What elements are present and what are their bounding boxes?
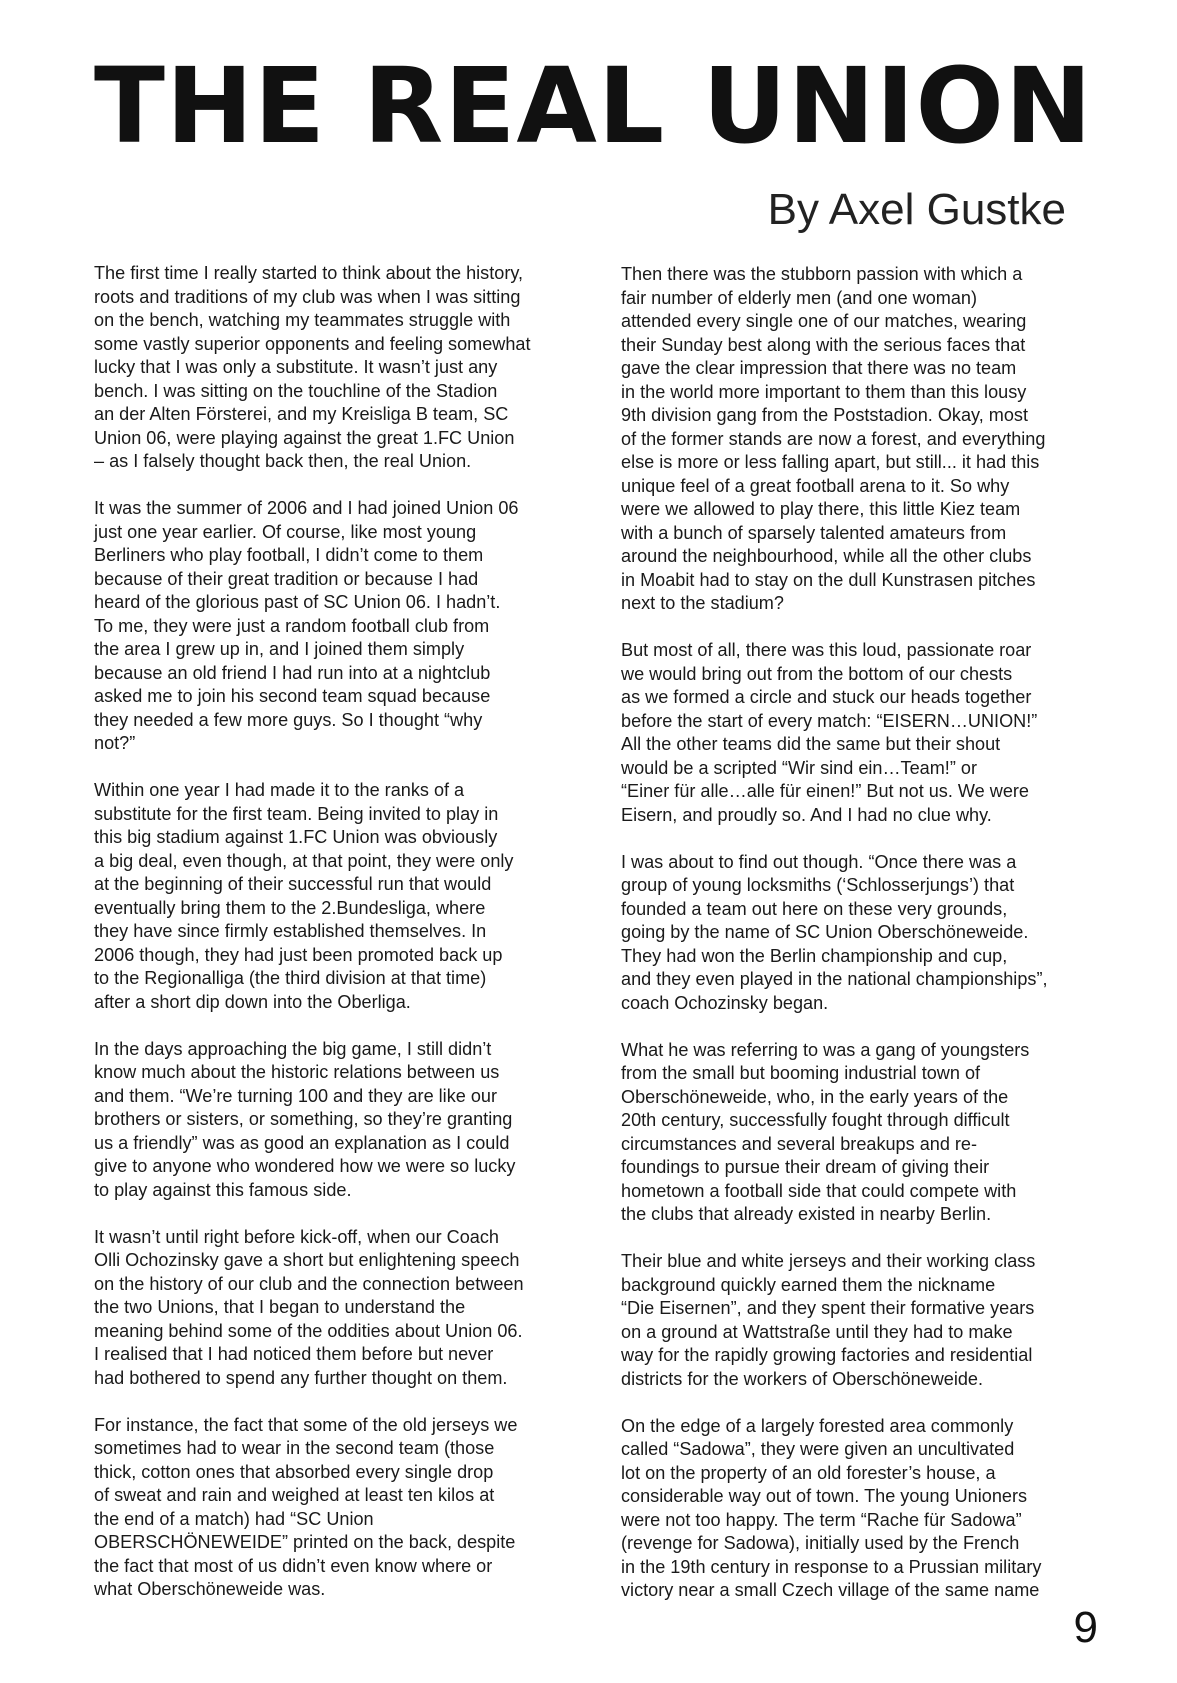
text-line: Oberschöneweide, who, in the early years of the: [621, 1086, 1009, 1107]
paragraph: [94, 779, 574, 1014]
text-line: lot on the property of an old forester’s house, a: [621, 1462, 996, 1483]
left-column: [94, 262, 574, 1625]
text-line: had bothered to spend any further thought on them.: [94, 1367, 508, 1388]
text-line: districts for the workers of Oberschöneweide.: [621, 1368, 984, 1389]
text-line: they have since firmly established themselves. In: [94, 921, 487, 941]
text-line: Their blue and white jerseys and their working class: [621, 1251, 1036, 1271]
text-line: just one year earlier. Of course, like most young: [94, 521, 477, 542]
text-line: at the beginning of their successful run that would: [94, 874, 492, 894]
text-line: considerable way out of town. The young Unioners: [621, 1486, 1028, 1506]
text-line: Union 06, were playing against the great 1.FC Union: [94, 427, 515, 448]
text-line: the end of a match) had “SC Union: [94, 1508, 374, 1529]
text-line: What he was referring to was a gang of youngsters: [621, 1039, 1030, 1060]
text-line: All the other teams did the same but their shout: [621, 734, 1001, 754]
text-line: a big deal, even though, at that point, they were only: [94, 850, 514, 871]
paragraph: [621, 1250, 1101, 1391]
text-line: brothers or sisters, or something, so they’re granting: [94, 1109, 513, 1129]
text-line: To me, they were just a random football club from: [94, 615, 490, 636]
text-line: For instance, the fact that some of the old jerseys we: [94, 1414, 518, 1435]
text-line: thick, cotton ones that absorbed every single drop: [94, 1461, 494, 1482]
text-line: unique feel of a great football arena to it. So why: [621, 475, 1010, 496]
text-line: 9th division gang from the Poststadion. Okay, most: [621, 405, 1028, 425]
text-line: on the history of our club and the connection between: [94, 1273, 524, 1294]
text-line: founded a team out here on these very grounds,: [621, 898, 1008, 919]
text-line: Then there was the stubborn passion with which a: [621, 264, 1023, 284]
text-line: Berliners who play football, I didn’t come to them: [94, 545, 484, 565]
text-line: “Einer für alle…alle für einen!” But not us. We were: [621, 781, 1029, 801]
text-line: 20th century, successfully fought through difficult: [621, 1110, 1010, 1130]
text-line: victory near a small Czech village of the same name: [621, 1580, 1040, 1600]
paragraph: [621, 851, 1101, 1016]
text-line: us a friendly” was as good an explanation as I could: [94, 1132, 510, 1153]
paragraph: [621, 1039, 1101, 1227]
text-line: to the Regionalliga (the third division at that time): [94, 968, 487, 988]
text-line: group of young locksmiths (‘Schlosserjungs’) that: [621, 875, 1015, 895]
text-line: circumstances and several breakups and re-: [621, 1133, 978, 1154]
text-line: some vastly superior opponents and feeling somewhat: [94, 333, 531, 354]
text-line: “Die Eisernen”, and they spent their formative years: [621, 1298, 1035, 1318]
text-line: eventually bring them to the 2.Bundesliga, where: [94, 897, 486, 918]
text-line: sometimes had to wear in the second team (those: [94, 1438, 495, 1458]
text-line: in the 19th century in response to a Prussian military: [621, 1556, 1042, 1577]
paragraph: [94, 262, 574, 474]
text-line: I was about to find out though. “Once there was a: [621, 851, 1017, 872]
article-byline: By Axel Gustke: [767, 185, 1066, 234]
page-number: 9: [1073, 1603, 1098, 1652]
text-line: 2006 though, they had just been promoted back up: [94, 944, 503, 965]
text-line: next to the stadium?: [621, 593, 784, 613]
text-line: they needed a few more guys. So I thought “why: [94, 709, 483, 730]
text-line: not?”: [94, 733, 136, 753]
text-line: as we formed a circle and stuck our heads together: [621, 687, 1032, 707]
article-title: THE REAL UNION: [94, 45, 1093, 167]
text-line: substitute for the first team. Being invited to play in: [94, 803, 499, 824]
text-line: the fact that most of us didn’t even know where or: [94, 1555, 493, 1576]
text-line: the area I grew up in, and I joined them simply: [94, 639, 465, 659]
text-line: – as I falsely thought back then, the real Union.: [94, 451, 472, 471]
text-line: in the world more important to them than this lousy: [621, 381, 1027, 402]
text-line: It was the summer of 2006 and I had joined Union 06: [94, 498, 519, 518]
text-line: their Sunday best along with the serious faces that: [621, 334, 1026, 355]
text-line: foundings to pursue their dream of giving their: [621, 1157, 990, 1177]
text-line: to play against this famous side.: [94, 1179, 352, 1200]
text-line: hometown a football side that could compete with: [621, 1180, 1017, 1201]
text-line: give to anyone who wondered how we were so lucky: [94, 1156, 516, 1176]
text-line: else is more or less falling apart, but still... it had this: [621, 452, 1040, 472]
text-line: because an old friend I had run into at a nightclub: [94, 662, 491, 683]
paragraph: [621, 263, 1101, 616]
text-line: the two Unions, that I began to understand the: [94, 1297, 466, 1317]
text-line: The first time I really started to think about the history,: [94, 263, 524, 283]
text-line: around the neighbourhood, while all the other clubs: [621, 546, 1032, 566]
text-line: going by the name of SC Union Oberschöneweide.: [621, 922, 1029, 942]
text-line: They had won the Berlin championship and cup,: [621, 945, 1008, 966]
text-line: Eisern, and proudly so. And I had no clue why.: [621, 804, 992, 825]
text-line: the clubs that already existed in nearby Berlin.: [621, 1204, 992, 1224]
text-line: In the days approaching the big game, I still didn’t: [94, 1038, 492, 1059]
text-line: meaning behind some of the oddities about Union 06.: [94, 1320, 523, 1341]
text-line: were not too happy. The term “Rache für Sadowa”: [621, 1509, 1022, 1530]
text-line: roots and traditions of my club was when I was sitting: [94, 286, 521, 307]
paragraph: [94, 497, 574, 756]
text-line: of the former stands are now a forest, and everything: [621, 428, 1046, 449]
text-line: we would bring out from the bottom of our chests: [621, 663, 1013, 684]
text-line: On the edge of a largely forested area commonly: [621, 1415, 1014, 1436]
text-line: from the small but booming industrial town of: [621, 1063, 981, 1083]
text-line: fair number of elderly men (and one woman): [621, 287, 978, 308]
text-line: in Moabit had to stay on the dull Kunstrasen pitches: [621, 569, 1036, 590]
text-line: OBERSCHÖNEWEIDE” printed on the back, despite: [94, 1532, 516, 1552]
text-line: were we allowed to play there, this little Kiez team: [621, 499, 1021, 519]
text-line: what Oberschöneweide was.: [94, 1579, 326, 1599]
text-line: way for the rapidly growing factories and residential: [621, 1345, 1033, 1365]
text-line: and them. “We’re turning 100 and they are like our: [94, 1085, 497, 1106]
text-line: coach Ochozinsky began.: [621, 992, 829, 1013]
paragraph: [94, 1038, 574, 1203]
paragraph: [94, 1226, 574, 1391]
text-line: on a ground at Wattstraße until they had to make: [621, 1321, 1013, 1342]
text-line: It wasn’t until right before kick-off, when our Coach: [94, 1226, 499, 1247]
text-line: Olli Ochozinsky gave a short but enlightening speech: [94, 1250, 520, 1270]
paragraph: [94, 1414, 574, 1602]
text-line: bench. I was sitting on the touchline of the Stadion: [94, 380, 498, 401]
text-line: gave the clear impression that there was no team: [621, 358, 1017, 378]
text-line: before the start of every match: “EISERN…UNION!”: [621, 710, 1038, 731]
text-line: But most of all, there was this loud, passionate roar: [621, 640, 1032, 660]
text-line: of sweat and rain and weighed at least ten kilos at: [94, 1485, 495, 1505]
text-line: I realised that I had noticed them before but never: [94, 1344, 494, 1364]
text-line: heard of the glorious past of SC Union 06. I hadn’t.: [94, 592, 501, 612]
text-line: because of their great tradition or because I had: [94, 568, 479, 589]
text-line: on the bench, watching my teammates struggle with: [94, 310, 511, 330]
text-line: called “Sadowa”, they were given an uncultivated: [621, 1439, 1015, 1459]
text-line: lucky that I was only a substitute. It wasn’t just any: [94, 357, 498, 377]
text-line: know much about the historic relations between us: [94, 1062, 500, 1082]
text-line: an der Alten Försterei, and my Kreisliga B team, SC: [94, 404, 509, 424]
text-line: and they even played in the national championships”,: [621, 969, 1048, 989]
text-line: background quickly earned them the nickname: [621, 1274, 996, 1295]
text-line: with a bunch of sparsely talented amateurs from: [621, 522, 1007, 543]
right-column: [621, 263, 1101, 1626]
text-line: Within one year I had made it to the ranks of a: [94, 780, 465, 800]
paragraph: [621, 1415, 1101, 1603]
text-line: this big stadium against 1.FC Union was obviously: [94, 827, 498, 847]
text-line: would be a scripted “Wir sind ein…Team!” or: [621, 757, 977, 778]
paragraph: [621, 639, 1101, 827]
text-line: (revenge for Sadowa), initially used by the French: [621, 1533, 1020, 1553]
text-line: asked me to join his second team squad because: [94, 686, 491, 706]
text-line: attended every single one of our matches, wearing: [621, 311, 1027, 331]
text-line: after a short dip down into the Oberliga.: [94, 991, 411, 1012]
